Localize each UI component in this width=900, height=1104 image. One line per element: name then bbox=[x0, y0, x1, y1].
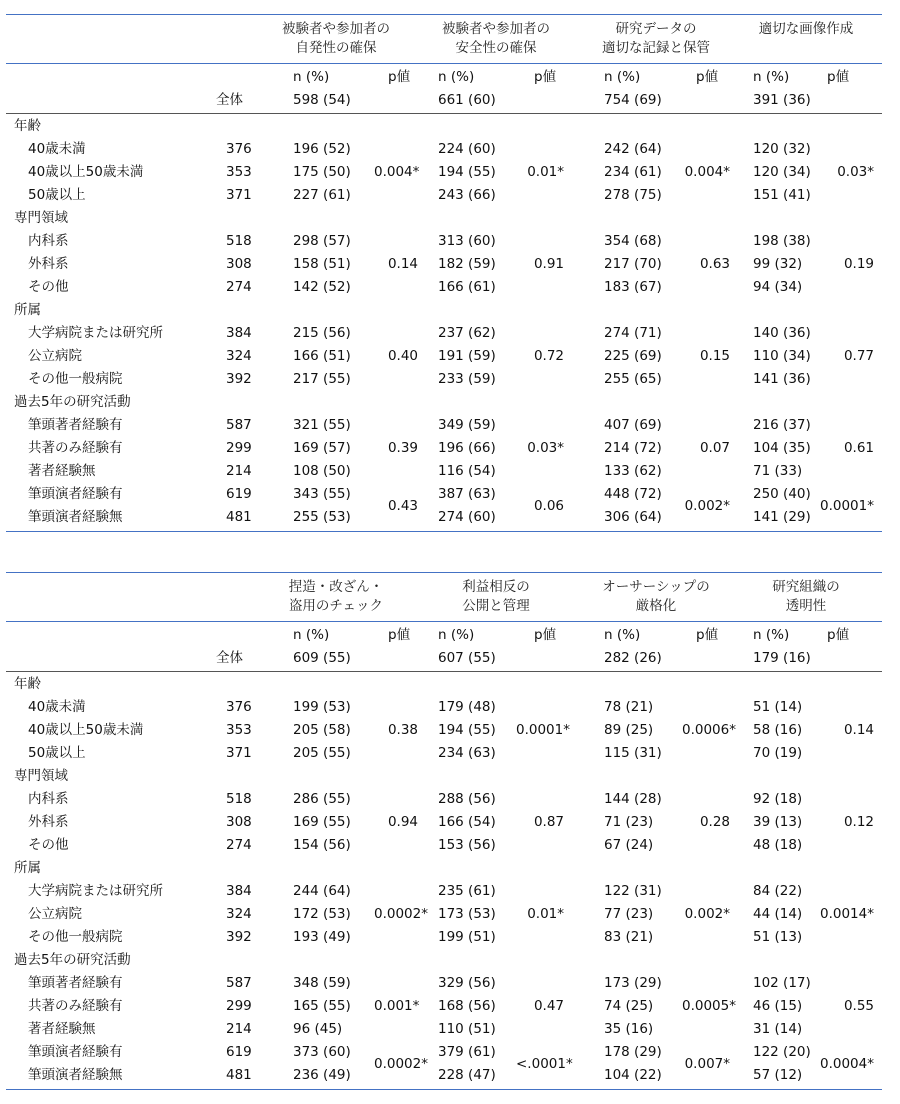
row-total: 353 bbox=[226, 722, 252, 738]
column-header: 被験者や参加者の 自発性の確保 bbox=[282, 21, 390, 56]
row-total: 308 bbox=[226, 814, 252, 830]
row-count: 387 (63) bbox=[438, 486, 496, 502]
row-total: 518 bbox=[226, 233, 252, 249]
row-count: 104 (35) bbox=[753, 440, 811, 456]
p-value-label: p値 bbox=[696, 627, 719, 643]
row-count: 31 (14) bbox=[753, 1021, 803, 1037]
p-value: 0.002* bbox=[684, 497, 730, 514]
p-value: 0.03* bbox=[527, 440, 564, 456]
row-count: 286 (55) bbox=[293, 791, 351, 807]
row-count: 78 (21) bbox=[604, 699, 654, 715]
table-row bbox=[6, 834, 882, 857]
row-count: 35 (16) bbox=[604, 1021, 654, 1037]
row-total: 214 bbox=[226, 463, 252, 479]
p-value-label: p値 bbox=[388, 627, 411, 643]
p-value: 0.004* bbox=[684, 164, 730, 180]
p-value: 0.14 bbox=[843, 722, 874, 738]
table-row bbox=[6, 972, 882, 995]
p-value: 0.61 bbox=[843, 440, 874, 456]
row-total: 376 bbox=[226, 699, 252, 715]
row-label: 40歳未満 bbox=[28, 699, 86, 715]
group-header-row bbox=[6, 207, 882, 230]
p-value: 0.94 bbox=[387, 814, 418, 830]
table-row bbox=[6, 253, 882, 276]
row-label: 大学病院または研究所 bbox=[28, 325, 163, 341]
row-count: 234 (61) bbox=[604, 164, 662, 180]
row-label: 公立病院 bbox=[28, 906, 82, 922]
row-count: 250 (40) bbox=[753, 486, 811, 502]
row-total: 274 bbox=[226, 837, 252, 853]
row-count: 448 (72) bbox=[604, 486, 662, 502]
row-count: 215 (56) bbox=[293, 325, 351, 341]
table-row bbox=[6, 230, 882, 253]
p-value: 0.0001* bbox=[516, 722, 570, 738]
row-count: 51 (13) bbox=[753, 929, 803, 945]
row-count: 46 (15) bbox=[753, 998, 803, 1014]
row-count: 196 (52) bbox=[293, 141, 351, 157]
group-label: 所属 bbox=[14, 302, 41, 318]
row-count: 288 (56) bbox=[438, 791, 496, 807]
row-count: 196 (66) bbox=[438, 440, 496, 456]
row-total: 392 bbox=[226, 371, 252, 387]
row-count: 94 (34) bbox=[753, 279, 803, 295]
overall-count: 609 (55) bbox=[293, 650, 351, 666]
row-count: 173 (53) bbox=[438, 906, 496, 922]
row-count: 122 (31) bbox=[604, 883, 662, 899]
row-label: 内科系 bbox=[28, 233, 69, 249]
row-total: 619 bbox=[226, 486, 252, 502]
row-count: 194 (55) bbox=[438, 164, 496, 180]
row-count: 122 (20) bbox=[753, 1044, 811, 1060]
row-label: 公立病院 bbox=[28, 348, 82, 364]
p-value: 0.14 bbox=[387, 256, 418, 272]
n-pct-label: n (%) bbox=[604, 69, 641, 85]
p-value: 0.72 bbox=[533, 348, 564, 364]
table-row bbox=[6, 483, 882, 506]
row-count: 199 (53) bbox=[293, 699, 351, 715]
row-count: 116 (54) bbox=[438, 463, 496, 479]
table-row bbox=[6, 368, 882, 391]
row-total: 587 bbox=[226, 417, 252, 433]
row-count: 83 (21) bbox=[604, 929, 654, 945]
p-value: 0.38 bbox=[387, 722, 418, 738]
row-total: 481 bbox=[226, 1067, 252, 1083]
row-count: 77 (23) bbox=[604, 906, 654, 922]
row-count: 96 (45) bbox=[293, 1021, 343, 1037]
row-count: 48 (18) bbox=[753, 837, 803, 853]
table-row bbox=[6, 880, 882, 903]
table-row bbox=[6, 1041, 882, 1064]
row-count: 115 (31) bbox=[604, 745, 662, 761]
table-row bbox=[6, 926, 882, 949]
row-count: 104 (22) bbox=[604, 1067, 662, 1083]
table-row bbox=[6, 345, 882, 368]
p-value: 0.43 bbox=[387, 497, 418, 514]
p-value: 0.63 bbox=[699, 256, 730, 272]
table-row bbox=[6, 506, 882, 529]
p-value: 0.0002* bbox=[374, 906, 428, 922]
overall-count: 661 (60) bbox=[438, 92, 496, 108]
group-label: 過去5年の研究活動 bbox=[14, 952, 131, 968]
p-value: 0.47 bbox=[533, 998, 564, 1014]
row-count: 255 (53) bbox=[293, 509, 351, 525]
group-label: 所属 bbox=[14, 860, 41, 876]
column-header: 研究データの 適切な記録と保管 bbox=[602, 21, 710, 56]
n-pct-label: n (%) bbox=[293, 627, 330, 643]
row-count: 173 (29) bbox=[604, 975, 662, 991]
row-count: 92 (18) bbox=[753, 791, 803, 807]
overall-count: 391 (36) bbox=[753, 92, 811, 108]
p-value: 0.15 bbox=[699, 348, 730, 364]
row-count: 67 (24) bbox=[604, 837, 654, 853]
table-row bbox=[6, 903, 882, 926]
row-count: 141 (29) bbox=[753, 509, 811, 525]
row-count: 133 (62) bbox=[604, 463, 662, 479]
row-count: 58 (16) bbox=[753, 722, 803, 738]
row-count: 217 (55) bbox=[293, 371, 351, 387]
p-value: 0.39 bbox=[387, 440, 418, 456]
row-label: 筆頭演者経験有 bbox=[28, 1044, 123, 1060]
row-label: 40歳未満 bbox=[28, 141, 86, 157]
row-count: 242 (64) bbox=[604, 141, 662, 157]
row-count: 71 (23) bbox=[604, 814, 654, 830]
group-header-row bbox=[6, 391, 882, 414]
table-row bbox=[6, 811, 882, 834]
row-count: 329 (56) bbox=[438, 975, 496, 991]
p-value: 0.55 bbox=[843, 998, 874, 1014]
row-total: 274 bbox=[226, 279, 252, 295]
p-value-label: p値 bbox=[827, 69, 850, 85]
row-count: 110 (34) bbox=[753, 348, 811, 364]
row-total: 481 bbox=[226, 509, 252, 525]
group-header-row bbox=[6, 949, 882, 972]
table-row bbox=[6, 414, 882, 437]
column-header: オーサーシップの 厳格化 bbox=[602, 579, 710, 614]
p-value: 0.91 bbox=[533, 256, 564, 272]
row-count: 216 (37) bbox=[753, 417, 811, 433]
row-label: その他 bbox=[28, 279, 69, 295]
row-label: 著者経験無 bbox=[28, 463, 96, 479]
overall-count: 754 (69) bbox=[604, 92, 662, 108]
group-label: 年齢 bbox=[14, 676, 41, 692]
row-count: 313 (60) bbox=[438, 233, 496, 249]
group-label: 年齢 bbox=[14, 118, 41, 134]
table-row bbox=[6, 460, 882, 483]
row-total: 371 bbox=[226, 745, 252, 761]
row-count: 169 (55) bbox=[293, 814, 351, 830]
row-total: 299 bbox=[226, 440, 252, 456]
body-rule bbox=[6, 113, 882, 114]
row-count: 199 (51) bbox=[438, 929, 496, 945]
overall-row bbox=[6, 647, 882, 670]
column-header: 捏造・改ざん・ 盗用のチェック bbox=[288, 579, 384, 614]
n-pct-label: n (%) bbox=[753, 69, 790, 85]
row-label: 共著のみ経験有 bbox=[28, 440, 123, 456]
row-total: 371 bbox=[226, 187, 252, 203]
row-count: 178 (29) bbox=[604, 1044, 662, 1060]
overall-row bbox=[6, 89, 882, 112]
row-label: 大学病院または研究所 bbox=[28, 883, 163, 899]
row-count: 234 (63) bbox=[438, 745, 496, 761]
row-count: 168 (56) bbox=[438, 998, 496, 1014]
row-count: 227 (61) bbox=[293, 187, 351, 203]
p-value: 0.002* bbox=[684, 906, 730, 922]
row-count: 51 (14) bbox=[753, 699, 803, 715]
row-count: 379 (61) bbox=[438, 1044, 496, 1060]
overall-count: 607 (55) bbox=[438, 650, 496, 666]
row-count: 194 (55) bbox=[438, 722, 496, 738]
row-count: 154 (56) bbox=[293, 837, 351, 853]
row-count: 99 (32) bbox=[753, 256, 803, 272]
total-label: 全体 bbox=[216, 92, 243, 108]
row-label: 外科系 bbox=[28, 256, 69, 272]
total-label: 全体 bbox=[216, 650, 243, 666]
table-row bbox=[6, 995, 882, 1018]
row-count: 39 (13) bbox=[753, 814, 803, 830]
group-label: 過去5年の研究活動 bbox=[14, 394, 131, 410]
row-label: 筆頭著者経験有 bbox=[28, 975, 123, 991]
row-count: 175 (50) bbox=[293, 164, 351, 180]
row-label: 筆頭演者経験無 bbox=[28, 1067, 123, 1083]
n-pct-label: n (%) bbox=[604, 627, 641, 643]
row-count: 274 (71) bbox=[604, 325, 662, 341]
row-count: 255 (65) bbox=[604, 371, 662, 387]
top-rule bbox=[6, 14, 882, 15]
p-value: 0.0006* bbox=[682, 722, 736, 738]
p-value: 0.77 bbox=[843, 348, 874, 364]
row-label: 外科系 bbox=[28, 814, 69, 830]
group-header-row bbox=[6, 115, 882, 138]
p-value: 0.06 bbox=[533, 497, 564, 514]
p-value-label: p値 bbox=[534, 627, 557, 643]
row-label: 50歳以上 bbox=[28, 187, 86, 203]
row-count: 237 (62) bbox=[438, 325, 496, 341]
row-count: 166 (54) bbox=[438, 814, 496, 830]
row-count: 166 (61) bbox=[438, 279, 496, 295]
table-row bbox=[6, 788, 882, 811]
table-row bbox=[6, 1018, 882, 1041]
row-count: 191 (59) bbox=[438, 348, 496, 364]
table-row bbox=[6, 742, 882, 765]
row-count: 153 (56) bbox=[438, 837, 496, 853]
p-value: 0.0001* bbox=[820, 497, 874, 514]
row-count: 235 (61) bbox=[438, 883, 496, 899]
row-total: 518 bbox=[226, 791, 252, 807]
group-label: 専門領域 bbox=[14, 768, 68, 784]
p-value: 0.004* bbox=[374, 164, 420, 180]
p-value: 0.40 bbox=[387, 348, 418, 364]
p-value: 0.07 bbox=[699, 440, 730, 456]
row-count: 120 (34) bbox=[753, 164, 811, 180]
row-label: 50歳以上 bbox=[28, 745, 86, 761]
n-pct-label: n (%) bbox=[753, 627, 790, 643]
header-row-n-p bbox=[6, 624, 882, 647]
body-rule bbox=[6, 671, 882, 672]
row-count: 349 (59) bbox=[438, 417, 496, 433]
row-count: 169 (57) bbox=[293, 440, 351, 456]
row-total: 324 bbox=[226, 348, 252, 364]
row-count: 214 (72) bbox=[604, 440, 662, 456]
header-row-n-p bbox=[6, 66, 882, 89]
row-count: 205 (58) bbox=[293, 722, 351, 738]
header-rule bbox=[6, 63, 882, 64]
row-total: 214 bbox=[226, 1021, 252, 1037]
row-count: 274 (60) bbox=[438, 509, 496, 525]
overall-count: 179 (16) bbox=[753, 650, 811, 666]
row-count: 108 (50) bbox=[293, 463, 351, 479]
p-value: <.0001* bbox=[516, 1055, 573, 1072]
p-value: 0.19 bbox=[843, 256, 874, 272]
row-total: 308 bbox=[226, 256, 252, 272]
p-value: 0.01* bbox=[527, 906, 564, 922]
bottom-rule bbox=[6, 1089, 882, 1090]
top-rule bbox=[6, 572, 882, 573]
bottom-rule bbox=[6, 531, 882, 532]
row-count: 84 (22) bbox=[753, 883, 803, 899]
p-value-label: p値 bbox=[534, 69, 557, 85]
column-header: 適切な画像作成 bbox=[758, 21, 854, 37]
row-count: 183 (67) bbox=[604, 279, 662, 295]
column-header: 利益相反の 公開と管理 bbox=[462, 579, 530, 614]
row-count: 166 (51) bbox=[293, 348, 351, 364]
row-count: 244 (64) bbox=[293, 883, 351, 899]
table-row bbox=[6, 696, 882, 719]
table-row bbox=[6, 719, 882, 742]
row-count: 144 (28) bbox=[604, 791, 662, 807]
column-header: 被験者や参加者の 安全性の確保 bbox=[442, 21, 550, 56]
row-count: 354 (68) bbox=[604, 233, 662, 249]
table-row bbox=[6, 276, 882, 299]
row-count: 321 (55) bbox=[293, 417, 351, 433]
row-label: 40歳以上50歳未満 bbox=[28, 164, 144, 180]
group-header-row bbox=[6, 765, 882, 788]
table-row bbox=[6, 184, 882, 207]
row-count: 71 (33) bbox=[753, 463, 803, 479]
row-count: 198 (38) bbox=[753, 233, 811, 249]
overall-count: 598 (54) bbox=[293, 92, 351, 108]
row-total: 392 bbox=[226, 929, 252, 945]
row-count: 233 (59) bbox=[438, 371, 496, 387]
row-count: 193 (49) bbox=[293, 929, 351, 945]
group-label: 専門領域 bbox=[14, 210, 68, 226]
row-count: 120 (32) bbox=[753, 141, 811, 157]
row-count: 141 (36) bbox=[753, 371, 811, 387]
row-total: 353 bbox=[226, 164, 252, 180]
row-count: 348 (59) bbox=[293, 975, 351, 991]
row-total: 299 bbox=[226, 998, 252, 1014]
n-pct-label: n (%) bbox=[438, 627, 475, 643]
row-count: 225 (69) bbox=[604, 348, 662, 364]
row-total: 324 bbox=[226, 906, 252, 922]
row-total: 384 bbox=[226, 325, 252, 341]
row-total: 619 bbox=[226, 1044, 252, 1060]
p-value: 0.001* bbox=[374, 998, 420, 1014]
row-label: 40歳以上50歳未満 bbox=[28, 722, 144, 738]
row-total: 587 bbox=[226, 975, 252, 991]
row-count: 172 (53) bbox=[293, 906, 351, 922]
row-count: 228 (47) bbox=[438, 1067, 496, 1083]
row-total: 376 bbox=[226, 141, 252, 157]
p-value: 0.0004* bbox=[820, 1055, 874, 1072]
row-label: 著者経験無 bbox=[28, 1021, 96, 1037]
row-count: 182 (59) bbox=[438, 256, 496, 272]
row-label: 筆頭著者経験有 bbox=[28, 417, 123, 433]
row-label: その他 bbox=[28, 837, 69, 853]
table-row bbox=[6, 138, 882, 161]
p-value: 0.87 bbox=[533, 814, 564, 830]
row-total: 384 bbox=[226, 883, 252, 899]
table-row bbox=[6, 437, 882, 460]
row-count: 205 (55) bbox=[293, 745, 351, 761]
row-count: 74 (25) bbox=[604, 998, 654, 1014]
row-label: 筆頭演者経験無 bbox=[28, 509, 123, 525]
row-count: 373 (60) bbox=[293, 1044, 351, 1060]
n-pct-label: n (%) bbox=[293, 69, 330, 85]
p-value-label: p値 bbox=[696, 69, 719, 85]
p-value: 0.0005* bbox=[682, 998, 736, 1014]
row-count: 57 (12) bbox=[753, 1067, 803, 1083]
p-value: 0.0014* bbox=[820, 906, 874, 922]
row-count: 243 (66) bbox=[438, 187, 496, 203]
row-count: 407 (69) bbox=[604, 417, 662, 433]
row-count: 158 (51) bbox=[293, 256, 351, 272]
row-label: 筆頭演者経験有 bbox=[28, 486, 123, 502]
row-count: 236 (49) bbox=[293, 1067, 351, 1083]
p-value-label: p値 bbox=[388, 69, 411, 85]
row-label: その他一般病院 bbox=[28, 371, 123, 387]
header-rule bbox=[6, 621, 882, 622]
row-count: 298 (57) bbox=[293, 233, 351, 249]
row-count: 306 (64) bbox=[604, 509, 662, 525]
group-header-row bbox=[6, 299, 882, 322]
p-value: 0.0002* bbox=[374, 1055, 428, 1072]
row-count: 102 (17) bbox=[753, 975, 811, 991]
row-count: 343 (55) bbox=[293, 486, 351, 502]
row-count: 151 (41) bbox=[753, 187, 811, 203]
row-count: 179 (48) bbox=[438, 699, 496, 715]
p-value: 0.03* bbox=[837, 164, 874, 180]
p-value: 0.01* bbox=[527, 164, 564, 180]
table-row bbox=[6, 322, 882, 345]
row-count: 278 (75) bbox=[604, 187, 662, 203]
p-value: 0.12 bbox=[843, 814, 874, 830]
row-count: 142 (52) bbox=[293, 279, 351, 295]
row-count: 89 (25) bbox=[604, 722, 654, 738]
table-row bbox=[6, 161, 882, 184]
row-count: 217 (70) bbox=[604, 256, 662, 272]
p-value: 0.007* bbox=[684, 1055, 730, 1072]
p-value: 0.28 bbox=[699, 814, 730, 830]
row-count: 44 (14) bbox=[753, 906, 803, 922]
row-label: 内科系 bbox=[28, 791, 69, 807]
overall-count: 282 (26) bbox=[604, 650, 662, 666]
column-header: 研究組織の 透明性 bbox=[772, 579, 840, 614]
n-pct-label: n (%) bbox=[438, 69, 475, 85]
row-count: 165 (55) bbox=[293, 998, 351, 1014]
group-header-row bbox=[6, 673, 882, 696]
row-label: 共著のみ経験有 bbox=[28, 998, 123, 1014]
row-count: 110 (51) bbox=[438, 1021, 496, 1037]
row-label: その他一般病院 bbox=[28, 929, 123, 945]
row-count: 70 (19) bbox=[753, 745, 803, 761]
row-count: 140 (36) bbox=[753, 325, 811, 341]
group-header-row bbox=[6, 857, 882, 880]
p-value-label: p値 bbox=[827, 627, 850, 643]
table-row bbox=[6, 1064, 882, 1087]
row-count: 224 (60) bbox=[438, 141, 496, 157]
